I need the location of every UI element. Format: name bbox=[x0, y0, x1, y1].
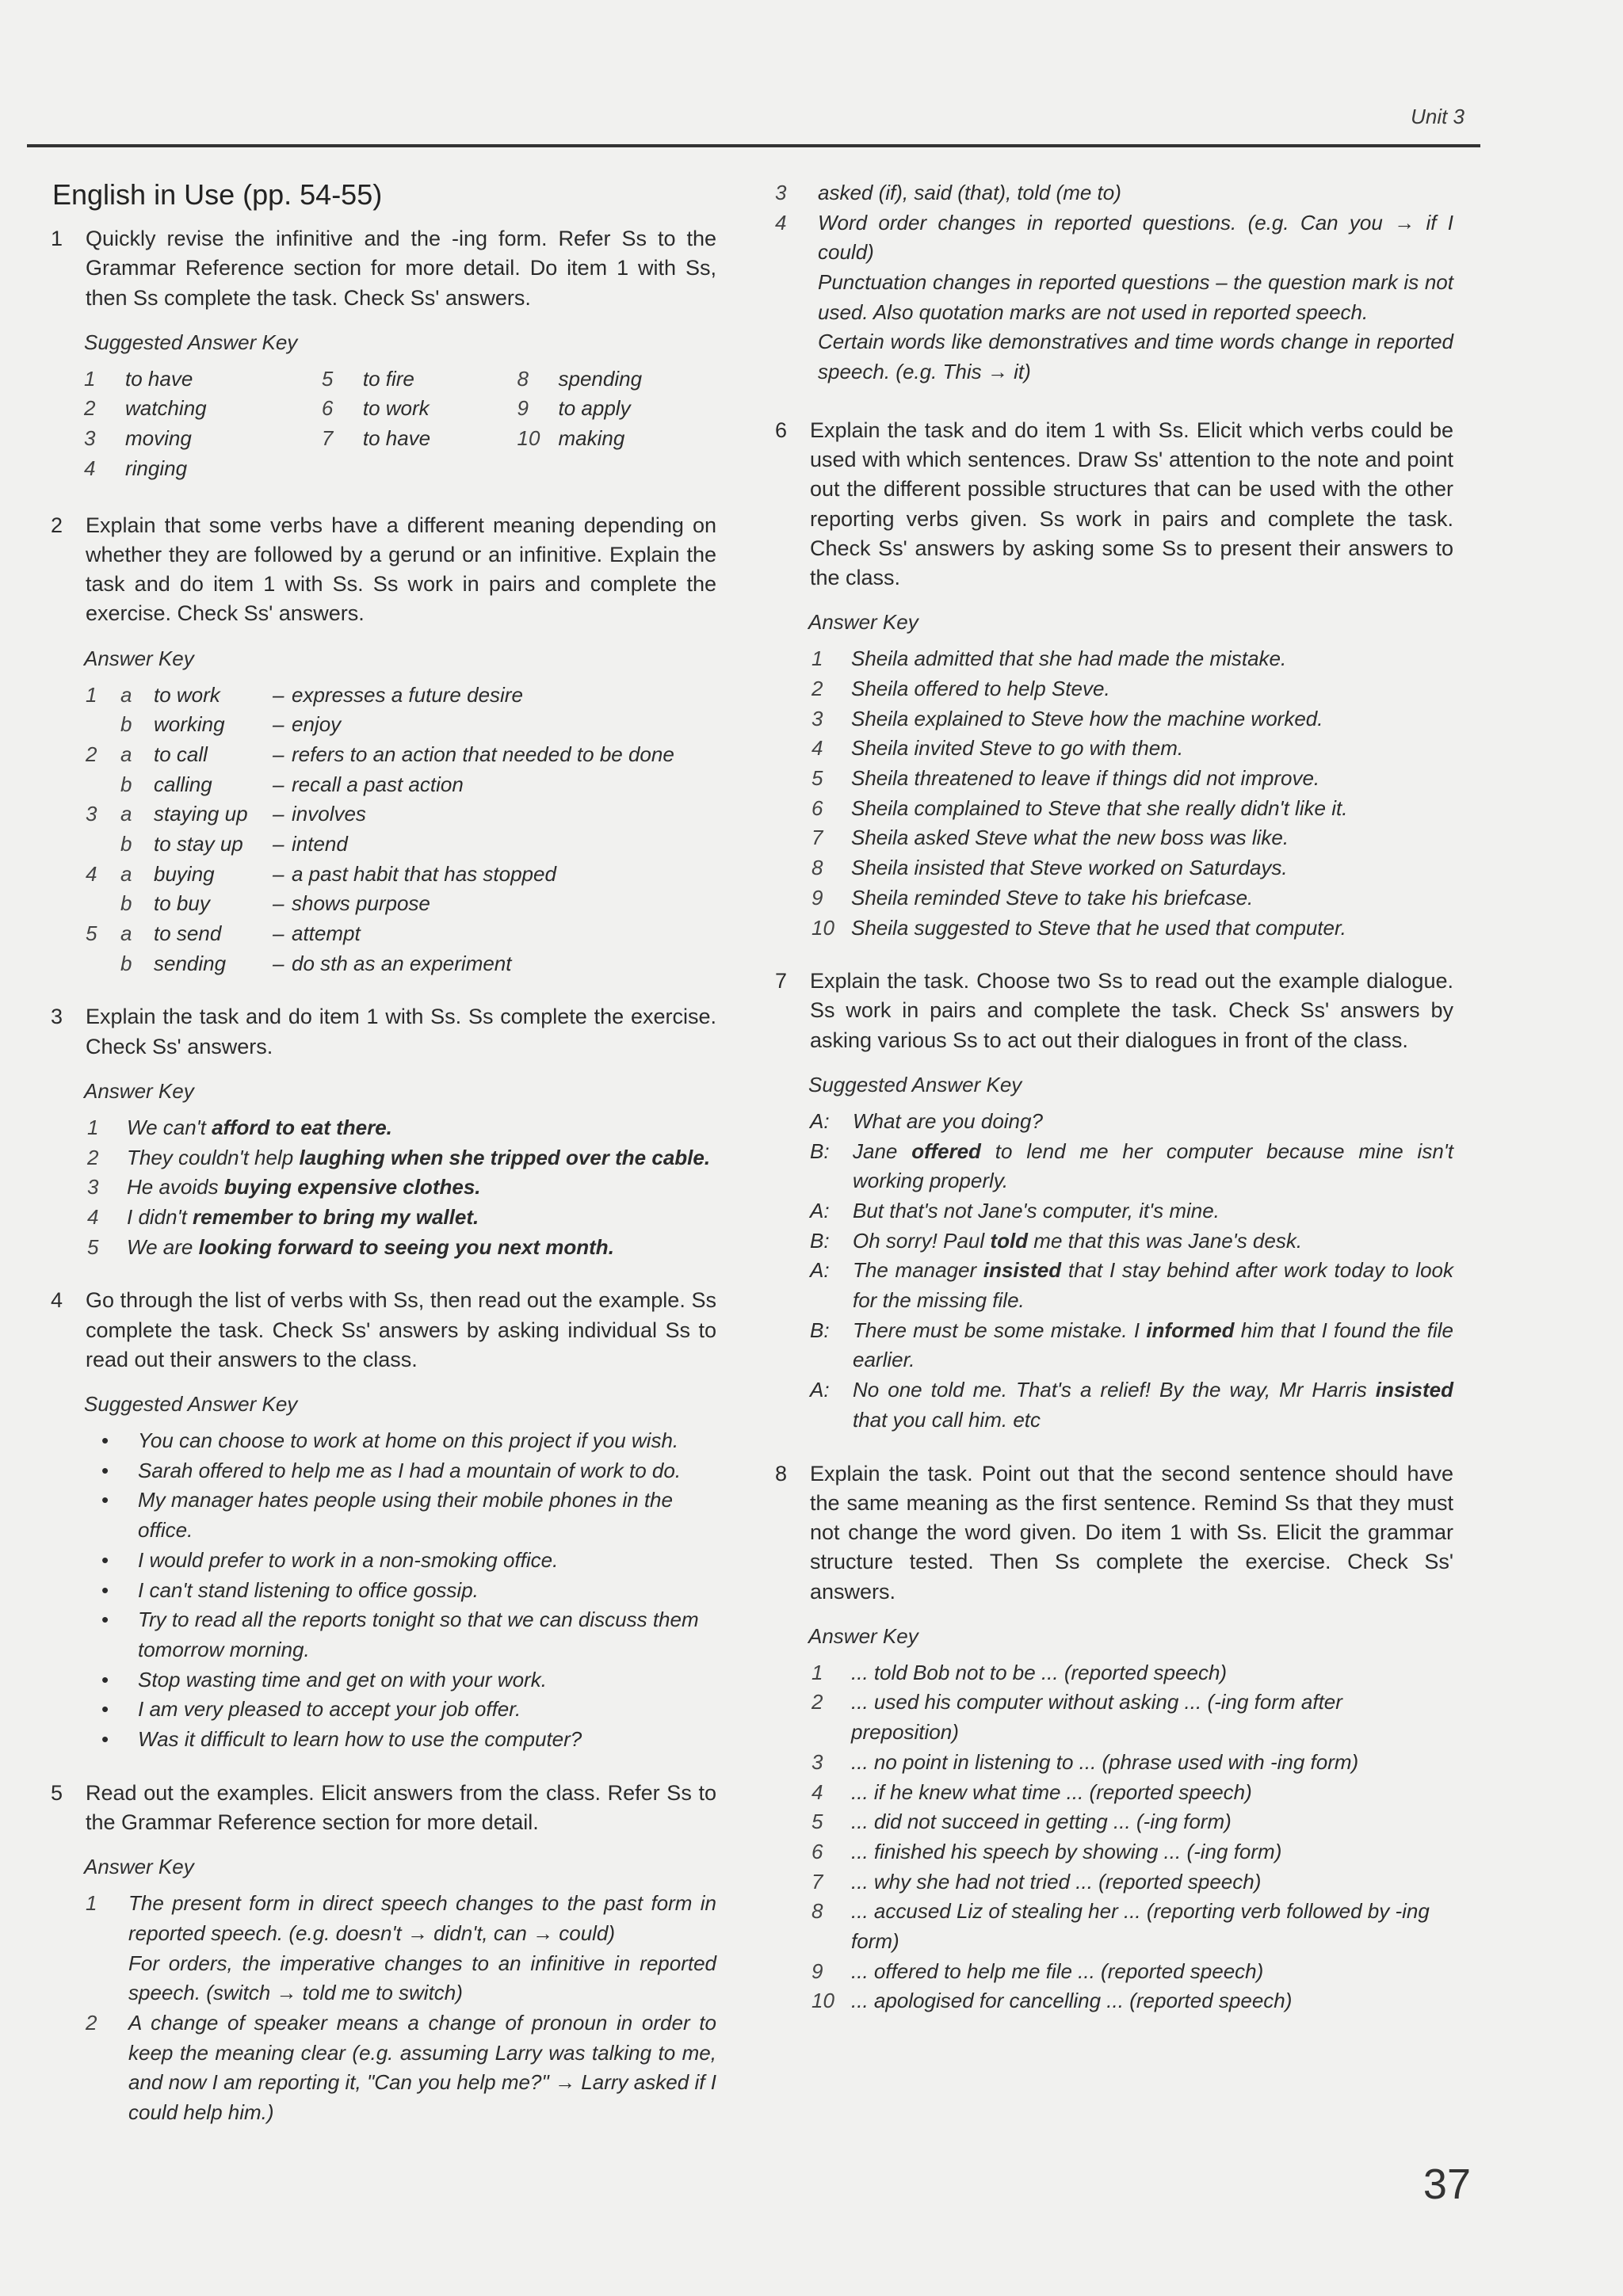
answer-text: Sheila complained to Steve that she really didn't like it. bbox=[851, 795, 1348, 820]
dialogue-text: to lend me her computer because mine isn't working properly. bbox=[853, 1138, 1453, 1193]
answer: ringing bbox=[125, 456, 188, 480]
bullet-item: • I can't stand listening to office gossip. bbox=[98, 1576, 716, 1606]
item-number bbox=[86, 830, 120, 860]
item-number: 6 bbox=[321, 396, 334, 421]
answer-text: ... apologised for cancelling ... (reported speech) bbox=[851, 1989, 1293, 2013]
list-item bbox=[808, 734, 1453, 764]
item-number bbox=[86, 770, 120, 800]
unit-label: Unit 3 bbox=[1411, 105, 1465, 128]
verb-form: to work bbox=[154, 682, 220, 707]
exercise-6 bbox=[775, 416, 1453, 593]
answer-text: A change of speaker means a change of pronoun in order to keep the meaning clear (e.g. assuming Larry was talking to me, and now I am reporting it, "Can you help me?" → Larry asked if I could help him.) bbox=[128, 2010, 716, 2124]
item-number: 3 bbox=[775, 181, 787, 204]
dialogue-text: There must be some mistake. I bbox=[853, 1318, 1147, 1342]
answer-text: Punctuation changes in reported questions – the question mark is not used. Also quotation marks are not used in reported speech. bbox=[818, 270, 1453, 324]
dash: – bbox=[273, 891, 285, 916]
item-number: 6 bbox=[812, 1839, 823, 1863]
item-number: 8 bbox=[517, 366, 529, 391]
reporting-verb: informed bbox=[1146, 1318, 1235, 1342]
verb-form: calling bbox=[154, 772, 212, 796]
table-row bbox=[86, 740, 716, 770]
answer: to work bbox=[362, 396, 430, 421]
list-item bbox=[86, 1949, 716, 2008]
answer-text: ... accused Liz of stealing her ... (reporting verb followed by -ing form) bbox=[851, 1899, 1430, 1953]
item-number: 1 bbox=[812, 646, 823, 671]
item-number: 3 bbox=[84, 426, 96, 451]
meaning: intend bbox=[292, 831, 348, 856]
answer-text: ... offered to help me file ... (reported speech) bbox=[851, 1958, 1264, 1983]
dialogue-line bbox=[810, 1196, 1453, 1226]
exercise-number: 5 bbox=[51, 1780, 63, 1805]
list-item bbox=[808, 1986, 1453, 2016]
section-title: English in Use (pp. 54-55) bbox=[52, 178, 383, 211]
list-item bbox=[84, 1143, 716, 1173]
answer-text: Word order changes in reported questions. (e.g. Can you → if I could) bbox=[818, 210, 1453, 265]
dash: – bbox=[273, 712, 285, 737]
list-item bbox=[775, 208, 1453, 268]
item-number: 5 bbox=[812, 766, 823, 791]
grid-row bbox=[84, 454, 716, 484]
dash: – bbox=[273, 682, 285, 707]
answer: making bbox=[558, 426, 625, 451]
bullet-item: • You can choose to work at home on this project if you wish. bbox=[98, 1426, 716, 1456]
verb-form: to stay up bbox=[154, 831, 243, 856]
meaning: recall a past action bbox=[292, 772, 464, 796]
exercise-3 bbox=[51, 1002, 716, 1062]
answer-text: Sheila suggested to Steve that he used that computer. bbox=[851, 915, 1346, 940]
bullet-item: • Try to read all the reports tonight so that we can discuss them tomorrow morning. bbox=[98, 1605, 716, 1665]
item-number: 10 bbox=[812, 915, 834, 940]
item-number: 1 bbox=[86, 682, 97, 707]
list-item bbox=[775, 327, 1453, 387]
key-title: Suggested Answer Key bbox=[808, 1072, 1022, 1097]
list-item bbox=[808, 1658, 1453, 1688]
item-number: 5 bbox=[321, 366, 334, 391]
key-title: Answer Key bbox=[84, 1078, 194, 1103]
dialogue-text: me that this was Jane's desk. bbox=[1028, 1228, 1303, 1253]
item-number: 3 bbox=[87, 1175, 99, 1199]
dialogue-line bbox=[810, 1137, 1453, 1196]
list-item bbox=[808, 644, 1453, 674]
exercise-instructions: Explain the task and do item 1 with Ss. Ss complete the exercise. Check Ss' answers. bbox=[86, 1005, 716, 1058]
dialogue-text: The manager bbox=[853, 1258, 983, 1283]
answer-text: Sheila offered to help Steve. bbox=[851, 677, 1110, 700]
exercise-number: 1 bbox=[51, 227, 63, 250]
bullet-item: • Was it difficult to learn how to use the computer? bbox=[98, 1725, 716, 1755]
dialogue bbox=[810, 1107, 1453, 1436]
item-number: 5 bbox=[86, 921, 97, 945]
item-number: 1 bbox=[86, 1891, 97, 1916]
speaker-label: A: bbox=[810, 1199, 830, 1222]
left-column bbox=[51, 178, 716, 2128]
verb-form: sending bbox=[154, 951, 227, 975]
exercise-number: 7 bbox=[775, 969, 788, 994]
grid-row bbox=[84, 364, 716, 395]
list-item bbox=[84, 1113, 716, 1143]
exercise-4 bbox=[51, 1286, 716, 1375]
table-row bbox=[86, 681, 716, 711]
exercise-number: 2 bbox=[51, 513, 63, 537]
dialogue-line bbox=[810, 1316, 1453, 1375]
answer-text: He avoids bbox=[127, 1175, 224, 1199]
right-column bbox=[775, 178, 1453, 2016]
item-letter: b bbox=[120, 951, 132, 975]
answer: watching bbox=[125, 396, 207, 421]
item-number: 8 bbox=[812, 856, 823, 880]
answer-highlight: afford to eat there. bbox=[212, 1115, 392, 1139]
bullet-item: • Stop wasting time and get on with your work. bbox=[98, 1665, 716, 1695]
item-number: 5 bbox=[812, 1810, 823, 1834]
key-title: Answer Key bbox=[84, 1855, 194, 1879]
item-number bbox=[86, 889, 120, 919]
answer: spending bbox=[558, 366, 643, 391]
item-letter: b bbox=[120, 772, 132, 796]
list-item bbox=[808, 1867, 1453, 1897]
answer-highlight: looking forward to seeing you next month. bbox=[198, 1234, 614, 1259]
item-number: 9 bbox=[517, 396, 529, 421]
answer-list bbox=[808, 644, 1453, 943]
key-title: Suggested Answer Key bbox=[84, 330, 298, 354]
dialogue-text: Jane bbox=[853, 1138, 912, 1163]
item-number: 7 bbox=[812, 826, 823, 850]
exercise-number: 8 bbox=[775, 1461, 788, 1486]
exercise-instructions: Go through the list of verbs with Ss, then read out the example. Ss complete the task. Check Ss' answers by asking individual Ss to read out their answers to the class. bbox=[86, 1288, 716, 1371]
answer-grid bbox=[84, 364, 716, 484]
dialogue-line bbox=[810, 1226, 1453, 1257]
speaker-label: B: bbox=[810, 1228, 830, 1253]
item-number: 2 bbox=[87, 1145, 99, 1169]
table-row bbox=[86, 830, 716, 860]
answer: to fire bbox=[362, 366, 414, 391]
meaning: refers to an action that needed to be done bbox=[292, 742, 674, 766]
answer-highlight: remember to bring my wallet. bbox=[193, 1204, 479, 1229]
meaning: shows purpose bbox=[292, 891, 430, 916]
dialogue-text: that I stay behind after work today to look for the missing file. bbox=[853, 1258, 1453, 1313]
speaker-label: A: bbox=[810, 1258, 830, 1283]
answer-highlight: laughing when she tripped over the cable. bbox=[299, 1145, 711, 1169]
meaning-table bbox=[86, 681, 716, 979]
key-title: Answer Key bbox=[808, 1623, 918, 1648]
list-item bbox=[808, 883, 1453, 913]
item-number: 5 bbox=[87, 1234, 99, 1259]
bullet-list bbox=[98, 1426, 716, 1755]
answer-text: For orders, the imperative changes to an infinitive in reported speech. (switch → told me to switch) bbox=[128, 1951, 716, 2005]
table-row bbox=[86, 710, 716, 740]
answer-text: ... no point in listening to ... (phrase used with -ing form) bbox=[851, 1749, 1359, 1774]
exercise-8 bbox=[775, 1459, 1453, 1607]
meaning: enjoy bbox=[292, 712, 342, 737]
item-number: 4 bbox=[812, 1779, 823, 1804]
list-item bbox=[808, 823, 1453, 853]
list-item bbox=[808, 764, 1453, 794]
item-number: 7 bbox=[321, 426, 334, 451]
answer: to have bbox=[125, 366, 193, 391]
item-number: 4 bbox=[86, 861, 97, 886]
key-title: Answer Key bbox=[84, 646, 194, 670]
answer-text: Sheila admitted that she had made the mistake. bbox=[851, 646, 1287, 671]
meaning: attempt bbox=[292, 921, 361, 945]
list-item bbox=[86, 1889, 716, 1948]
exercise-2 bbox=[51, 511, 716, 629]
answer-text: Certain words like demonstratives and time words change in reported speech. (e.g. This → it) bbox=[818, 330, 1453, 384]
dialogue-line bbox=[810, 1256, 1453, 1315]
list-item bbox=[808, 794, 1453, 824]
list-item bbox=[808, 674, 1453, 704]
table-row bbox=[86, 860, 716, 890]
list-item bbox=[84, 1203, 716, 1233]
key-title: Suggested Answer Key bbox=[84, 1392, 298, 1417]
dash: – bbox=[273, 831, 285, 856]
answer-list bbox=[808, 1658, 1453, 2016]
exercise-instructions: Explain the task. Point out that the second sentence should have the same meaning as the first sentence. Remind Ss that they must not change the word given. Do item 1 with Ss. Elicit the grammar structure tested. Then Ss complete the exercise. Check Ss' answers. bbox=[810, 1461, 1453, 1604]
list-item bbox=[808, 1778, 1453, 1808]
list-item bbox=[84, 1233, 716, 1263]
exercise-5 bbox=[51, 1779, 716, 1838]
speaker-label: B: bbox=[810, 1318, 830, 1342]
meaning: involves bbox=[292, 802, 366, 826]
answer-text: ... used his computer without asking ... (-ing form after preposition) bbox=[851, 1690, 1342, 1745]
answer-text: ... did not succeed in getting ... (-ing form) bbox=[851, 1810, 1232, 1834]
key-title: Answer Key bbox=[808, 610, 918, 635]
dialogue-text: that you call him. etc bbox=[853, 1407, 1041, 1432]
answer-text: Sheila invited Steve to go with them. bbox=[851, 736, 1184, 761]
list-item bbox=[808, 1688, 1453, 1747]
item-number: 1 bbox=[87, 1115, 99, 1139]
item-number: 9 bbox=[812, 885, 823, 910]
answer-text: They couldn't help bbox=[127, 1145, 300, 1169]
table-row bbox=[86, 949, 716, 979]
list-item bbox=[808, 1807, 1453, 1837]
item-number: 2 bbox=[812, 677, 823, 700]
item-number: 9 bbox=[812, 1958, 823, 1983]
exercise-instructions: Quickly revise the infinitive and the -ing form. Refer Ss to the Grammar Reference section for more detail. Do item 1 with Ss, then Ss complete the task. Check Ss' answers. bbox=[86, 227, 716, 310]
answer-list bbox=[84, 1113, 716, 1262]
item-number: 3 bbox=[812, 1749, 823, 1774]
dialogue-text: Oh sorry! Paul bbox=[853, 1228, 991, 1253]
item-number: 4 bbox=[84, 456, 96, 480]
item-number: 4 bbox=[87, 1204, 99, 1229]
item-letter: a bbox=[120, 802, 132, 826]
bullet-item: • Sarah offered to help me as I had a mountain of work to do. bbox=[98, 1456, 716, 1486]
list-item bbox=[808, 1837, 1453, 1867]
list-item bbox=[86, 2008, 716, 2128]
exercise-instructions: Read out the examples. Elicit answers from the class. Refer Ss to the Grammar Reference section for more detail. bbox=[86, 1780, 716, 1834]
item-number: 6 bbox=[812, 795, 823, 820]
answer-list bbox=[86, 1889, 716, 2128]
verb-form: to buy bbox=[154, 891, 210, 916]
exercise-7 bbox=[775, 967, 1453, 1055]
verb-form: staying up bbox=[154, 802, 248, 826]
reporting-verb: insisted bbox=[983, 1258, 1062, 1283]
answer: moving bbox=[125, 426, 192, 451]
item-number: 8 bbox=[812, 1899, 823, 1924]
dialogue-text: No one told me. That's a relief! By the way, Mr Harris bbox=[853, 1378, 1376, 1402]
page-number: 37 bbox=[1423, 2161, 1471, 2208]
dialogue-line bbox=[810, 1107, 1453, 1137]
table-row bbox=[86, 919, 716, 949]
list-item bbox=[84, 1173, 716, 1203]
answer: to apply bbox=[558, 396, 631, 421]
answer-highlight: buying expensive clothes. bbox=[223, 1175, 481, 1199]
reporting-verb: told bbox=[990, 1228, 1029, 1253]
dash: – bbox=[273, 742, 285, 766]
list-item bbox=[808, 704, 1453, 734]
grid-row bbox=[84, 424, 716, 454]
item-letter: b bbox=[120, 831, 132, 856]
item-number: 3 bbox=[86, 802, 97, 826]
dialogue-text: him that I found the file earlier. bbox=[853, 1318, 1453, 1372]
item-number: 4 bbox=[775, 210, 787, 235]
item-number: 3 bbox=[812, 706, 823, 730]
item-number: 1 bbox=[812, 1660, 823, 1684]
bullet-item: • My manager hates people using their mobile phones in the office. bbox=[98, 1486, 716, 1545]
item-number: 1 bbox=[84, 366, 96, 391]
item-number: 10 bbox=[517, 426, 540, 451]
answer-text: ... finished his speech by showing ... (-ing form) bbox=[851, 1839, 1282, 1863]
answer-text: Sheila asked Steve what the new boss was like. bbox=[851, 826, 1289, 850]
item-letter: a bbox=[120, 861, 132, 886]
exercise-number: 4 bbox=[51, 1288, 63, 1313]
exercise-1 bbox=[51, 224, 716, 313]
item-number: 2 bbox=[86, 2010, 97, 2035]
answer-text: I didn't bbox=[127, 1204, 193, 1229]
item-number: 10 bbox=[812, 1989, 834, 2013]
item-letter: b bbox=[120, 891, 132, 916]
verb-form: working bbox=[154, 712, 225, 737]
answer: to have bbox=[362, 426, 431, 451]
list-item bbox=[808, 913, 1453, 944]
verb-form: buying bbox=[154, 861, 215, 886]
item-number: 2 bbox=[812, 1690, 823, 1714]
item-letter: a bbox=[120, 682, 132, 707]
answer-text: Sheila insisted that Steve worked on Saturdays. bbox=[851, 856, 1288, 880]
speaker-label: A: bbox=[810, 1108, 830, 1133]
item-number: 2 bbox=[86, 742, 97, 766]
list-item bbox=[775, 268, 1453, 327]
table-row bbox=[86, 799, 716, 830]
header-rule bbox=[27, 144, 1480, 147]
exercise-instructions: Explain the task and do item 1 with Ss. Elicit which verbs could be used with which sentences. Draw Ss' attention to the note and point out the different possible structures that can be used with the other reporting verbs given. Ss work in pairs and complete the task. Check Ss' answers by asking some Ss to present their answers to the class. bbox=[810, 418, 1453, 590]
exercise-instructions: Explain the task. Choose two Ss to read out the example dialogue. Ss work in pairs and complete the task. Check Ss' answers by asking various Ss to act out their dialogues in front of the class. bbox=[810, 969, 1453, 1052]
dialogue-text: What are you doing? bbox=[853, 1108, 1043, 1133]
item-letter: b bbox=[120, 712, 132, 737]
answer-text: asked (if), said (that), told (me to) bbox=[818, 181, 1121, 204]
list-item bbox=[775, 178, 1453, 208]
grid-row bbox=[84, 394, 716, 424]
answer-text: ... if he knew what time ... (reported speech) bbox=[851, 1779, 1252, 1804]
table-row bbox=[86, 889, 716, 919]
item-number: 2 bbox=[84, 396, 96, 421]
speaker-label: A: bbox=[810, 1378, 830, 1402]
bullet-item: • I would prefer to work in a non-smoking office. bbox=[98, 1546, 716, 1576]
item-letter: a bbox=[120, 742, 132, 766]
bullet-item: • I am very pleased to accept your job offer. bbox=[98, 1695, 716, 1725]
dash: – bbox=[273, 861, 285, 886]
answer-text: We are bbox=[127, 1234, 199, 1259]
verb-form: to call bbox=[154, 742, 208, 766]
speaker-label: B: bbox=[810, 1138, 830, 1163]
item-letter: a bbox=[120, 921, 132, 945]
item-number bbox=[86, 710, 120, 740]
answer-text: ... told Bob not to be ... (reported speech) bbox=[851, 1660, 1228, 1684]
dialogue-text: But that's not Jane's computer, it's mine. bbox=[853, 1199, 1220, 1222]
item-number bbox=[86, 949, 120, 979]
answer-text: Sheila threatened to leave if things did not improve. bbox=[851, 766, 1320, 791]
list-item bbox=[808, 1748, 1453, 1778]
exercise-number: 6 bbox=[775, 418, 788, 442]
dash: – bbox=[273, 802, 285, 826]
meaning: a past habit that has stopped bbox=[292, 861, 556, 886]
answer-text: We can't bbox=[127, 1115, 212, 1139]
answer-text: Sheila explained to Steve how the machine worked. bbox=[851, 706, 1323, 730]
dash: – bbox=[273, 772, 285, 796]
table-row bbox=[86, 770, 716, 800]
exercise-instructions: Explain that some verbs have a different meaning depending on whether they are followed by a gerund or an infinitive. Explain the task and do item 1 with Ss. Ss work in pairs and complete the exercise. Check Ss' answers. bbox=[86, 513, 716, 626]
reporting-verb: offered bbox=[911, 1138, 981, 1163]
answer-list-continued bbox=[775, 178, 1453, 387]
answer-text: The present form in direct speech changes to the past form in reported speech. (e.g. doesn't → didn't, can → could) bbox=[128, 1891, 716, 1945]
exercise-number: 3 bbox=[51, 1005, 63, 1029]
dialogue-line bbox=[810, 1375, 1453, 1435]
verb-form: to send bbox=[154, 921, 222, 945]
list-item bbox=[808, 1957, 1453, 1987]
dash: – bbox=[273, 921, 285, 945]
dash: – bbox=[273, 951, 285, 975]
reporting-verb: insisted bbox=[1375, 1378, 1453, 1402]
list-item bbox=[808, 1897, 1453, 1956]
meaning: do sth as an experiment bbox=[292, 951, 512, 975]
answer-text: ... why she had not tried ... (reported speech) bbox=[851, 1869, 1262, 1894]
answer-text: Sheila reminded Steve to take his briefcase. bbox=[851, 885, 1254, 910]
item-number: 7 bbox=[812, 1869, 823, 1894]
item-number: 4 bbox=[812, 736, 823, 761]
meaning: expresses a future desire bbox=[292, 682, 523, 707]
list-item bbox=[808, 853, 1453, 883]
